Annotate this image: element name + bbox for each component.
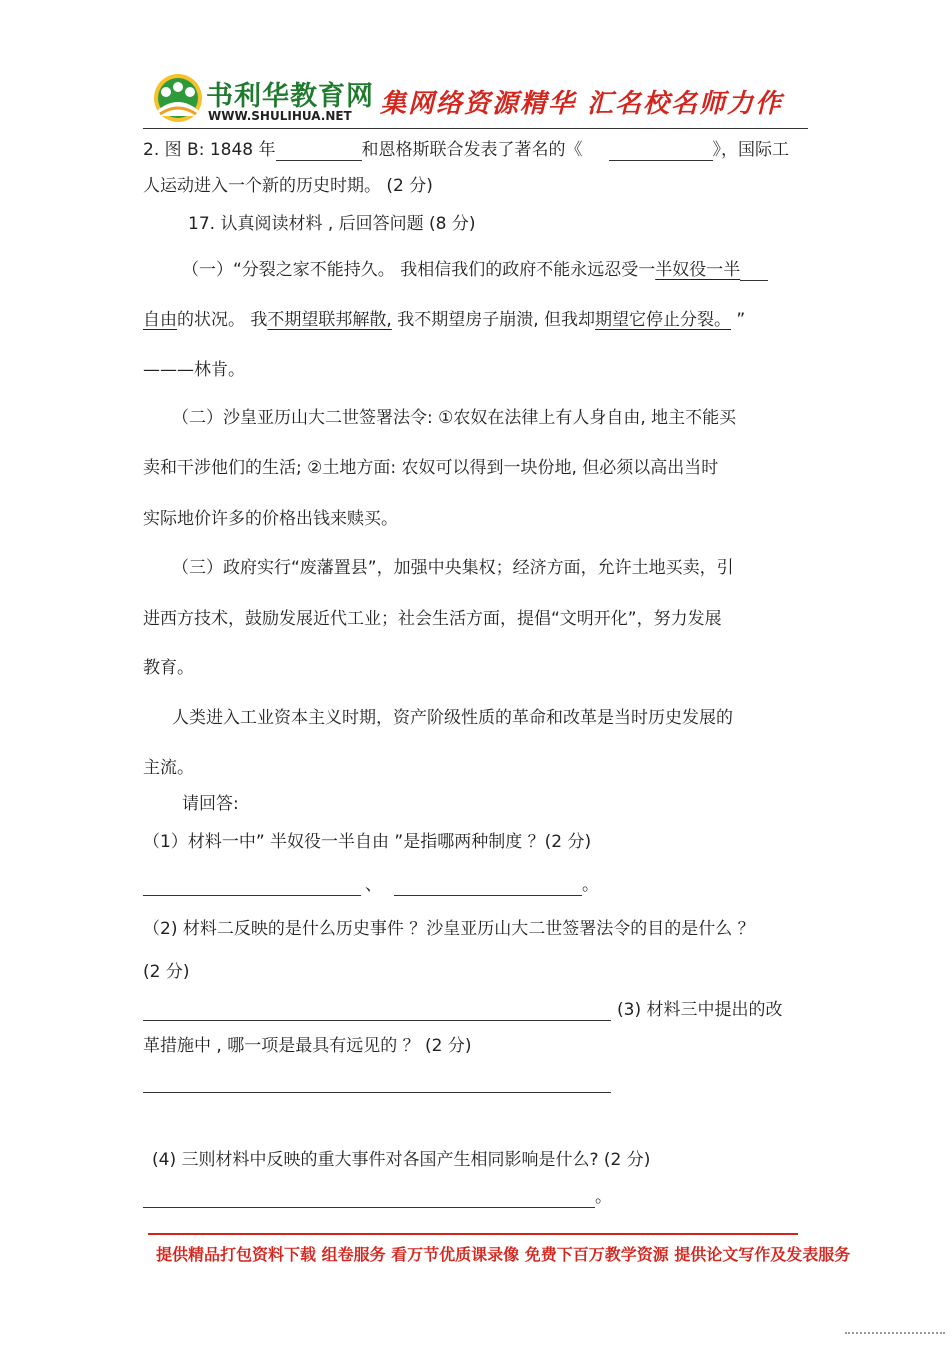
q2b-prefix: 2. 图 B: 1848 年 [143,140,276,160]
underline-extension [740,262,768,281]
q2b-mid: 和恩格斯联合发表了著名的《 [361,140,583,160]
blank-end: 。 [582,875,599,895]
answer-blank[interactable] [143,877,361,896]
material-1-line1 [182,259,768,281]
sub-question-4-answer [143,1186,612,1208]
q2b-line1 [143,139,789,161]
answer-blank[interactable] [143,1002,611,1021]
sub-question-3-text: (3) 材料三中提出的改 [617,1000,783,1020]
footer-banner: 提供精品打包资料下载 组卷服务 看万节优质课录像 免费下百万教学资源 提供论文写作及发表服务 [156,1245,851,1264]
header-slogan: 集网络资源精华 汇名校名师力作 [380,89,784,119]
answer-blank[interactable] [394,877,582,896]
sub-question-4: (4) 三则材料中反映的重大事件对各国产生相同影响是什么? (2 分) [152,1150,651,1170]
summary-line2: 主流。 [143,758,194,778]
material-1-line2 [143,309,745,331]
summary-line1: 人类进入工业资本主义时期，资产阶级性质的革命和改革是当时历史发展的 [172,708,733,728]
material-1-underlined: 期望它停止分裂。 [595,310,732,330]
material-3-line1: （三）政府实行“废藩置县”，加强中央集权；经济方面，允许土地买卖，引 [172,558,734,578]
material-1-attribution: ———林肯。 [143,360,245,380]
sub-question-1-answer [143,874,599,896]
site-logo-icon [152,72,204,124]
material-1-underlined: 不期望联邦解散, [267,310,392,330]
logo-title: 书利华教育网 [206,81,374,112]
material-2-line3: 实际地价许多的价格出钱来赎买。 [143,509,398,529]
answer-blank [609,142,713,161]
sub-question-3-line2: 革措施中 , 哪一项是最具有远见的 ？ (2 分) [143,1036,472,1056]
material-1-text: ” [731,310,746,330]
answer-blank[interactable] [143,1092,611,1093]
page-dots [845,1330,945,1334]
material-1-text: 我不期望房子崩溃, 但我却 [391,310,596,330]
material-3-line2: 进西方技术，鼓励发展近代工业；社会生活方面，提倡“文明开化”，努力发展 [143,609,722,629]
sub-question-1: （1）材料一中” 半奴役一半自由 ”是指哪两种制度 ？(2 分) [143,832,592,852]
footer-divider [148,1233,798,1235]
q17-title: 17. 认真阅读材料 , 后回答问题 (8 分) [188,214,476,234]
header-divider [143,128,808,129]
answer-blank [276,142,362,161]
blank-end: 。 [595,1187,612,1207]
q2b-line2: 人运动进入一个新的历史时期。 (2 分) [143,176,433,196]
sub-question-2-line2: (2 分) [143,962,190,982]
material-3-line3: 教育。 [143,658,194,678]
q2b-end: 》，国际工 [712,140,789,160]
logo-url: WWW.SHULIHUA.NET [208,109,352,123]
sub-question-2-line1: （2) 材料二反映的是什么历史事件 ？沙皇亚历山大二世签署法令的目的是什么 ？ [143,919,755,939]
material-1-underlined: 自由 [143,310,177,330]
material-2-line2: 卖和干涉他们的生活; ②土地方面: 农奴可以得到一块份地, 但必须以高出当时 [143,458,719,478]
answer-prompt: 请回答: [182,794,239,814]
blank-separator: 、 [365,875,382,895]
site-header [148,70,808,128]
material-1-text: 的状况。 我 [177,310,268,330]
material-2-line1: （二）沙皇亚历山大二世签署法令: ①农奴在法律上有人身自由, 地主不能买 [172,408,737,428]
material-1-text: （一）“分裂之家不能持久。 我相信我们的政府不能永远忍受一 [182,260,656,280]
material-1-underlined: 半奴役一半 [655,260,741,280]
sub-question-3-line1 [143,999,782,1021]
answer-blank[interactable] [143,1189,595,1208]
